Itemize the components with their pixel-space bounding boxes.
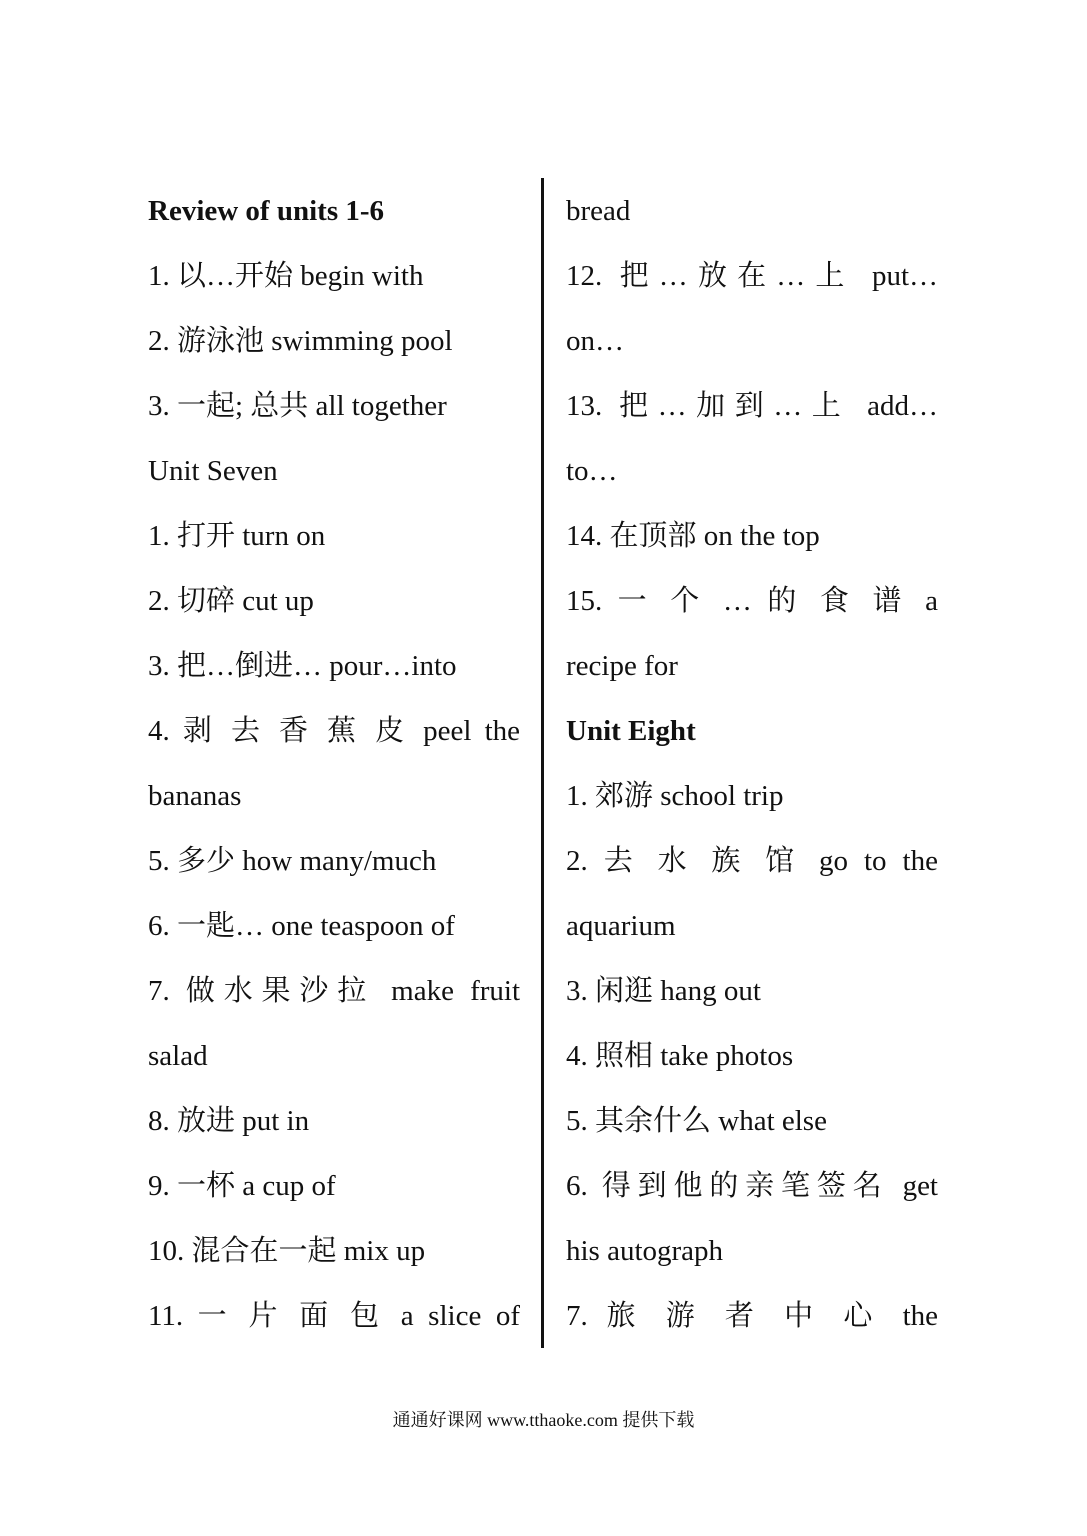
vocab-line: recipe for xyxy=(566,650,678,682)
vocab-line: 3. 把…倒进… pour…into xyxy=(148,650,457,682)
vocab-line: 14. 在顶部 on the top xyxy=(566,520,820,552)
vocab-line: 2. 切碎 cut up xyxy=(148,585,314,617)
vocab-line: 12. 把…放在…上 put… xyxy=(566,260,938,292)
right-column xyxy=(566,179,938,1349)
vocab-line: 6. 得到他的亲笔签名 get xyxy=(566,1170,938,1202)
vocab-line: Unit Seven xyxy=(148,455,278,487)
vocab-line: to… xyxy=(566,455,618,487)
left-column xyxy=(148,179,520,1349)
vocab-line: 1. 以…开始 begin with xyxy=(148,260,424,292)
vocab-line: 3. 闲逛 hang out xyxy=(566,975,761,1007)
column-divider xyxy=(541,178,544,1348)
vocab-line: 9. 一杯 a cup of xyxy=(148,1170,336,1202)
section-heading: Unit Eight xyxy=(566,715,696,747)
vocab-line: 5. 多少 how many/much xyxy=(148,845,437,877)
vocab-line: aquarium xyxy=(566,910,676,942)
vocab-line: bread xyxy=(566,195,631,227)
vocab-line: his autograph xyxy=(566,1235,724,1267)
vocab-line: 2. 游泳池 swimming pool xyxy=(148,325,453,357)
vocab-line: 5. 其余什么 what else xyxy=(566,1105,827,1137)
vocab-line: 11. 一 片 面 包 a slice of xyxy=(148,1300,520,1332)
page-footer: 通通好课网 www.tthaoke.com 提供下载 xyxy=(392,1410,695,1430)
vocab-line: 7. 做水果沙拉 make fruit xyxy=(148,975,520,1007)
vocab-line: salad xyxy=(148,1040,208,1072)
vocab-line: 4. 剥 去 香 蕉 皮 peel the xyxy=(148,715,520,747)
vocab-line: 7. 旅 游 者 中 心 the xyxy=(566,1300,938,1332)
vocab-line: 2. 去 水 族 馆 go to the xyxy=(566,845,938,877)
vocab-line: 1. 郊游 school trip xyxy=(566,780,784,812)
vocab-line: 8. 放进 put in xyxy=(148,1105,310,1137)
vocab-line: bananas xyxy=(148,780,242,812)
vocab-line: 3. 一起; 总共 all together xyxy=(148,390,447,422)
vocab-line: on… xyxy=(566,325,624,357)
vocab-line: 15. 一 个 … 的 食 谱 a xyxy=(566,585,938,617)
vocab-line: 13. 把…加到…上 add… xyxy=(566,390,938,422)
section-heading: Review of units 1-6 xyxy=(148,195,385,227)
vocab-line: 1. 打开 turn on xyxy=(148,520,326,552)
vocab-line: 10. 混合在一起 mix up xyxy=(148,1235,426,1267)
vocab-line: 4. 照相 take photos xyxy=(566,1040,794,1072)
vocab-line: 6. 一匙… one teaspoon of xyxy=(148,910,455,942)
